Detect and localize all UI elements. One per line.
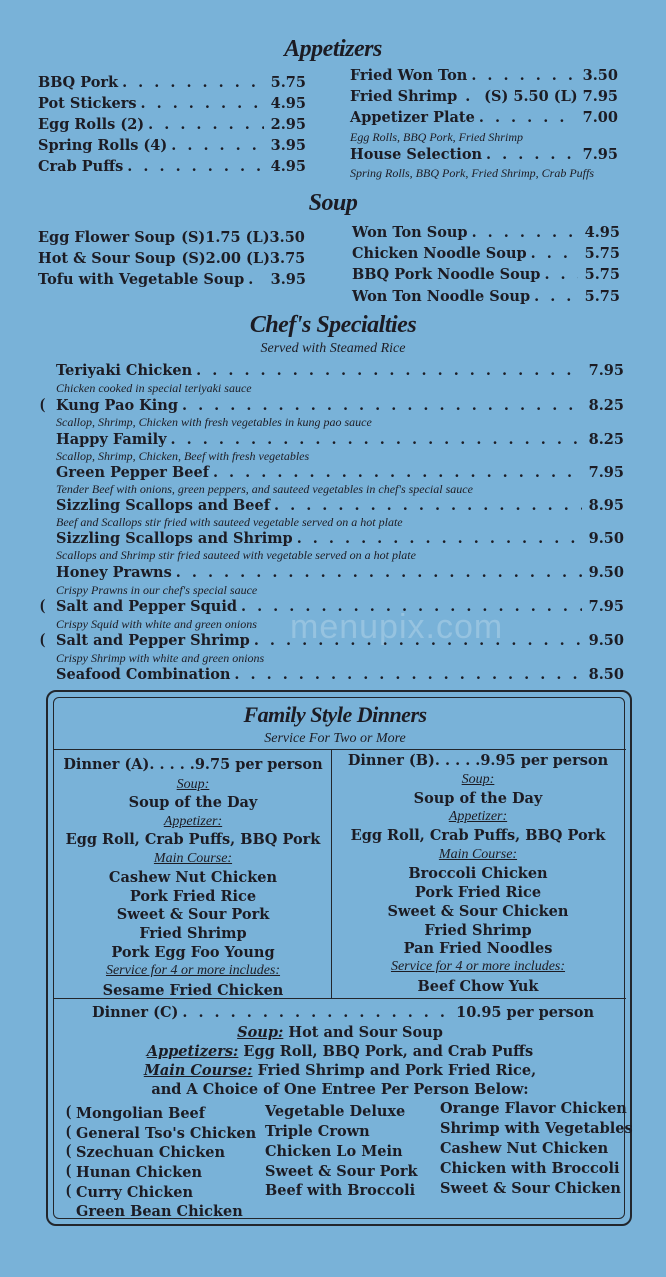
entree-item: Orange Flavor Chicken bbox=[440, 1100, 627, 1117]
dinner-a-extra: Sesame Fried Chicken bbox=[102, 982, 284, 999]
item-price: 7.95 bbox=[588, 598, 624, 615]
menu-item bbox=[352, 224, 620, 241]
item-price: 9.50 bbox=[588, 530, 624, 547]
item-name: Fried Won Ton bbox=[350, 67, 468, 84]
item-name: Pot Stickers bbox=[38, 95, 137, 112]
entree-item: Chicken with Broccoli bbox=[440, 1160, 620, 1177]
entree-item: Green Bean Chicken bbox=[76, 1203, 243, 1220]
dinner-b-main-item: Fried Shrimp bbox=[424, 922, 532, 939]
item-price: 3.50 bbox=[582, 67, 618, 84]
entree-item: Triple Crown bbox=[265, 1123, 370, 1140]
item-price: 4.95 bbox=[584, 224, 620, 241]
divider bbox=[53, 749, 626, 750]
dinner-c-soup: Hot and Sour Soup bbox=[288, 1024, 443, 1041]
item-description: Tender Beef with onions, green peppers, and sauteed vegetables in chef's special sauce bbox=[56, 482, 473, 496]
entree-item: Curry Chicken bbox=[76, 1184, 194, 1201]
menu-item: Fried Shrimp . (S) 5.50 (L) 7.95 bbox=[350, 88, 618, 105]
dinner-b-main-item: Broccoli Chicken bbox=[408, 865, 548, 882]
dinner-a-soup: Soup of the Day bbox=[128, 794, 258, 811]
menu-item bbox=[56, 464, 624, 481]
item-name: BBQ Pork Noodle Soup bbox=[352, 266, 541, 283]
family-title: Family Style Dinners bbox=[243, 702, 427, 727]
dinner-c-soup-line bbox=[55, 1024, 625, 1041]
menu-item bbox=[56, 431, 624, 448]
item-price: 2.95 bbox=[270, 116, 306, 133]
menu-item bbox=[56, 530, 624, 547]
item-name: Spring Rolls (4) bbox=[38, 137, 168, 154]
dinner-c-appetizer-line bbox=[55, 1043, 625, 1060]
item-name: Happy Family bbox=[56, 431, 167, 448]
item-name: Egg Rolls (2) bbox=[38, 116, 145, 133]
menu-item bbox=[38, 158, 306, 175]
item-description: Egg Rolls, BBQ Pork, Fried Shrimp bbox=[350, 130, 523, 144]
item-price: 5.75 bbox=[584, 288, 620, 305]
item-price: 8.95 bbox=[588, 497, 624, 514]
item-price: 9.50 bbox=[588, 632, 624, 649]
entree-item: Vegetable Deluxe bbox=[265, 1103, 406, 1120]
entree-item: Sweet & Sour Chicken bbox=[440, 1180, 621, 1197]
soup-title: Soup bbox=[308, 190, 358, 216]
watermark: menupix.com bbox=[290, 608, 504, 646]
spicy-marker: ( bbox=[66, 1142, 72, 1159]
item-price: (S)2.00 (L)3.75 bbox=[181, 250, 306, 267]
dinner-b-appetizer: Egg Roll, Crab Puffs, BBQ Pork bbox=[350, 827, 606, 844]
item-name: BBQ Pork bbox=[38, 74, 119, 91]
dinner-a-heading: Dinner (A). . . . .9.75 per person bbox=[63, 756, 323, 773]
item-price: 3.95 bbox=[270, 271, 306, 288]
item-price: (S) 5.50 (L) 7.95 bbox=[484, 88, 618, 105]
dinner-b-soup-label: Soup: bbox=[461, 772, 495, 787]
item-price: 5.75 bbox=[584, 245, 620, 262]
dinner-a-main-item: Pork Egg Foo Young bbox=[111, 944, 275, 961]
item-name: Green Pepper Beef bbox=[56, 464, 209, 481]
menu-item bbox=[56, 362, 624, 379]
item-price: 8.25 bbox=[588, 397, 624, 414]
menu-item bbox=[352, 288, 620, 305]
item-name: Chicken Noodle Soup bbox=[352, 245, 527, 262]
entree-item: Cashew Nut Chicken bbox=[440, 1140, 609, 1157]
menu-item bbox=[350, 146, 618, 163]
item-description: Spring Rolls, BBQ Pork, Fried Shrimp, Crab Puffs bbox=[350, 166, 594, 180]
menu-item bbox=[38, 137, 306, 154]
item-name: Teriyaki Chicken bbox=[56, 362, 193, 379]
item-description: Scallop, Shrimp, Chicken with fresh vegetables in kung pao sauce bbox=[56, 415, 372, 429]
item-name: Salt and Pepper Shrimp bbox=[56, 632, 250, 649]
dinner-b-main-item: Pork Fried Rice bbox=[414, 884, 542, 901]
dinner-b-main-item: Pan Fried Noodles bbox=[403, 940, 553, 957]
item-name: House Selection bbox=[350, 146, 483, 163]
menu-item bbox=[352, 266, 620, 283]
item-name: Tofu with Vegetable Soup bbox=[38, 271, 245, 288]
menu-item bbox=[56, 666, 624, 683]
item-name: Sizzling Scallops and Beef bbox=[56, 497, 270, 514]
menu-item bbox=[38, 95, 306, 112]
item-price: 3.95 bbox=[270, 137, 306, 154]
menu-item bbox=[56, 497, 624, 514]
dinner-a-main-label: Main Course: bbox=[153, 851, 233, 866]
dinner-c-main: Fried Shrimp and Pork Fried Rice, bbox=[257, 1062, 537, 1079]
spicy-marker: ( bbox=[40, 396, 46, 413]
specialties-subtitle: Served with Steamed Rice bbox=[260, 341, 406, 356]
dinner-a-appetizer: Egg Roll, Crab Puffs, BBQ Pork bbox=[65, 831, 321, 848]
spicy-marker: ( bbox=[40, 597, 46, 614]
item-description: Chicken cooked in special teriyaki sauce bbox=[56, 381, 252, 395]
item-price: 7.00 bbox=[582, 109, 618, 126]
dinner-b-extra: Beef Chow Yuk bbox=[417, 978, 539, 995]
dinner-b-soup: Soup of the Day bbox=[413, 790, 543, 807]
item-price: 7.95 bbox=[588, 362, 624, 379]
dinner-a-main-item: Cashew Nut Chicken bbox=[108, 869, 278, 886]
item-price: 4.95 bbox=[270, 95, 306, 112]
item-price: 5.75 bbox=[584, 266, 620, 283]
dinner-c-price: 10.95 per person bbox=[456, 1004, 594, 1021]
dinner-c-appetizer: Egg Roll, BBQ Pork, and Crab Puffs bbox=[243, 1043, 534, 1060]
item-description: Scallops and Shrimp stir fried sauteed with vegetable served on a hot plate bbox=[56, 548, 416, 562]
item-description: Crispy Squid with white and green onions bbox=[56, 617, 257, 631]
item-name: Fried Shrimp bbox=[350, 88, 458, 105]
item-price: 7.95 bbox=[588, 464, 624, 481]
menu-item bbox=[350, 109, 618, 126]
dinner-a-main-item: Sweet & Sour Pork bbox=[116, 906, 270, 923]
menu-item bbox=[56, 564, 624, 581]
item-name: Seafood Combination bbox=[56, 666, 231, 683]
entree-item: Beef with Broccoli bbox=[265, 1182, 416, 1199]
item-price: 4.95 bbox=[270, 158, 306, 175]
item-price: 8.25 bbox=[588, 431, 624, 448]
entree-item: Shrimp with Vegetables bbox=[440, 1120, 633, 1137]
item-name: Egg Flower Soup bbox=[38, 229, 176, 246]
dinner-c-heading bbox=[92, 1004, 594, 1021]
spicy-marker: ( bbox=[66, 1162, 72, 1179]
entree-item: Sweet & Sour Pork bbox=[265, 1163, 418, 1180]
dinner-c-choice: and A Choice of One Entree Per Person Below: bbox=[151, 1081, 529, 1098]
item-name: Kung Pao King bbox=[56, 397, 178, 414]
item-name: Won Ton Noodle Soup bbox=[352, 288, 531, 305]
dinner-c-main-line bbox=[55, 1062, 625, 1079]
spicy-marker: ( bbox=[40, 631, 46, 648]
dinner-c-label: Dinner (C) bbox=[92, 1004, 179, 1021]
spicy-marker: ( bbox=[66, 1123, 72, 1140]
item-name: Crab Puffs bbox=[38, 158, 124, 175]
dinner-c-main-label: Main Course: bbox=[143, 1062, 253, 1079]
entree-item: General Tso's Chicken bbox=[76, 1125, 257, 1142]
dinner-b-main-label: Main Course: bbox=[438, 847, 518, 862]
dinner-a-main-item: Pork Fried Rice bbox=[129, 888, 257, 905]
entree-item: Mongolian Beef bbox=[76, 1105, 206, 1122]
dinner-c-soup-label: Soup: bbox=[237, 1024, 284, 1041]
dinner-a-soup-label: Soup: bbox=[176, 777, 210, 792]
item-price: 5.75 bbox=[270, 74, 306, 91]
item-name: Sizzling Scallops and Shrimp bbox=[56, 530, 293, 547]
divider bbox=[331, 749, 332, 998]
item-description: Beef and Scallops stir fried with sauteed vegetable served on a hot plate bbox=[56, 515, 403, 529]
dinner-b-extra-label: Service for 4 or more includes: bbox=[390, 959, 566, 974]
dinner-a-extra-label: Service for 4 or more includes: bbox=[105, 963, 281, 978]
item-description: Scallop, Shrimp, Chicken, Beef with fresh vegetables bbox=[56, 449, 310, 463]
item-name: Appetizer Plate bbox=[350, 109, 475, 126]
menu-item bbox=[352, 245, 620, 262]
menu-item bbox=[38, 74, 306, 91]
item-price: 7.95 bbox=[582, 146, 618, 163]
item-name: Hot & Sour Soup bbox=[38, 250, 176, 267]
item-price: (S)1.75 (L)3.50 bbox=[181, 229, 305, 246]
entree-item: Chicken Lo Mein bbox=[265, 1143, 403, 1160]
menu-item bbox=[56, 397, 624, 414]
entree-item: Hunan Chicken bbox=[76, 1164, 203, 1181]
menu-item bbox=[38, 229, 306, 246]
dinner-a-appetizer-label: Appetizer: bbox=[163, 814, 223, 829]
item-price: 8.50 bbox=[588, 666, 624, 683]
specialties-title: Chef's Specialties bbox=[249, 312, 417, 338]
spicy-marker: ( bbox=[66, 1103, 72, 1120]
item-description: Crispy Prawns in our chef's special sauce bbox=[56, 583, 258, 597]
dinner-b-appetizer-label: Appetizer: bbox=[448, 809, 508, 824]
menu-item bbox=[350, 67, 618, 84]
item-price: 9.50 bbox=[588, 564, 624, 581]
item-name: Salt and Pepper Squid bbox=[56, 598, 237, 615]
menu-item bbox=[38, 250, 306, 267]
item-description: Crispy Shrimp with white and green onions bbox=[56, 651, 265, 665]
dinner-a-main-item: Fried Shrimp bbox=[139, 925, 247, 942]
menu-item bbox=[38, 116, 306, 133]
item-name: Honey Prawns bbox=[56, 564, 172, 581]
entree-item: Szechuan Chicken bbox=[76, 1144, 226, 1161]
appetizers-title: Appetizers bbox=[284, 36, 382, 62]
dinner-b-main-item: Sweet & Sour Chicken bbox=[387, 903, 569, 920]
dinner-c-appetizer-label: Appetizers: bbox=[146, 1043, 239, 1060]
dinner-b-heading: Dinner (B). . . . .9.95 per person bbox=[347, 752, 609, 769]
spicy-marker: ( bbox=[66, 1182, 72, 1199]
menu-item bbox=[38, 271, 306, 288]
family-subtitle: Service For Two or More bbox=[264, 731, 406, 746]
item-name: Won Ton Soup bbox=[352, 224, 468, 241]
